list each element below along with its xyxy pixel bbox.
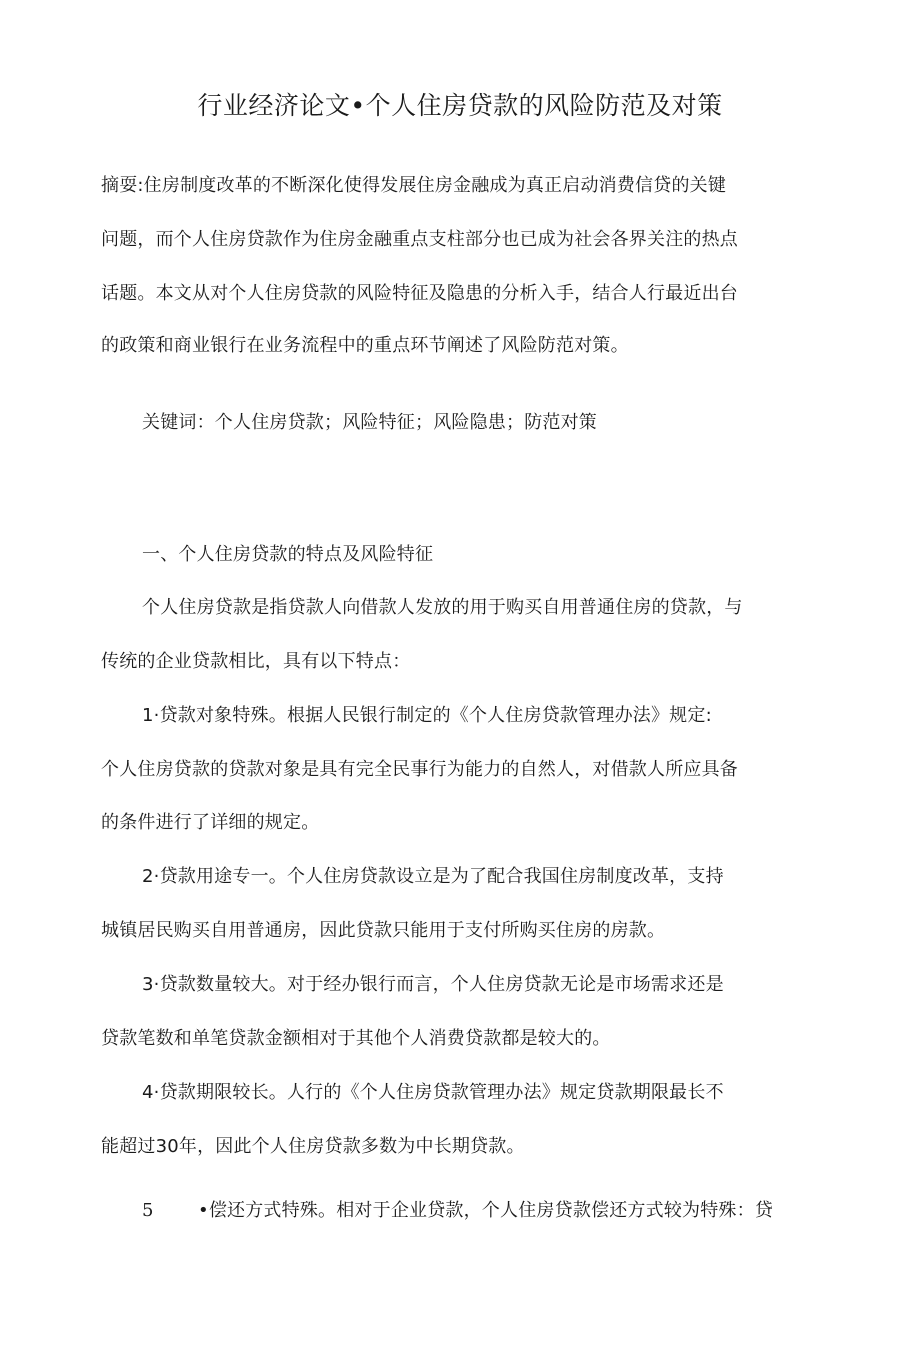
list-item-line: 1·贷款对象特殊。根据人民银行制定的《个人住房贷款管理办法》规定: <box>142 705 712 726</box>
list-item-line: 的条件进行了详细的规定。 <box>101 812 320 833</box>
list-item-line: 个人住房贷款的贷款对象是具有完全民事行为能力的自然人，对借款人所应具备 <box>101 759 738 780</box>
list-item-line: •偿还方式特殊。相对于企业贷款，个人住房贷款偿还方式较为特殊：贷 <box>198 1200 774 1221</box>
list-item-line: 4·贷款期限较长。人行的《个人住房贷款管理办法》规定贷款期限最长不 <box>142 1082 724 1103</box>
list-item-number: 5 <box>142 1200 154 1221</box>
section-heading: 一、个人住房贷款的特点及风险特征 <box>142 544 434 565</box>
list-item-line: 城镇居民购买自用普通房，因此贷款只能用于支付所购买住房的房款。 <box>101 920 666 941</box>
keywords: 关键词：个人住房贷款；风险特征；风险隐患；防范对策 <box>142 412 597 433</box>
abstract-line: 的政策和商业银行在业务流程中的重点环节阐述了风险防范对策。 <box>101 335 629 356</box>
abstract-line: 摘耍:住房制度改革的不断深化使得发展住房金融成为真正启动消费信贷的关键 <box>101 175 727 196</box>
list-item-line: 2·贷款用途专一。个人住房贷款设立是为了配合我国住房制度改革，支持 <box>142 866 724 887</box>
list-item-line: 3·贷款数量较大。对于经办银行而言，个人住房贷款无论是市场需求还是 <box>142 974 724 995</box>
abstract-line: 问题，而个人住房贷款作为住房金融重点支柱部分也已成为社会各界关注的热点 <box>101 229 738 250</box>
list-item-line: 贷款笔数和单笔贷款金额相对于其他个人消费贷款都是较大的。 <box>101 1028 611 1049</box>
list-item-line: 能超过30年，因此个人住房贷款多数为中长期贷款。 <box>101 1136 525 1157</box>
page-title: 行业经济论文•个人住房贷款的风险防范及对策 <box>197 91 723 120</box>
abstract-line: 话题。本文从对个人住房贷款的风险特征及隐患的分析入手，结合人行最近出台 <box>101 283 738 304</box>
paragraph-line: 传统的企业贷款相比，具有以下特点： <box>101 651 411 672</box>
paragraph-line: 个人住房贷款是指贷款人向借款人发放的用于购买自用普通住房的贷款，与 <box>142 597 743 618</box>
